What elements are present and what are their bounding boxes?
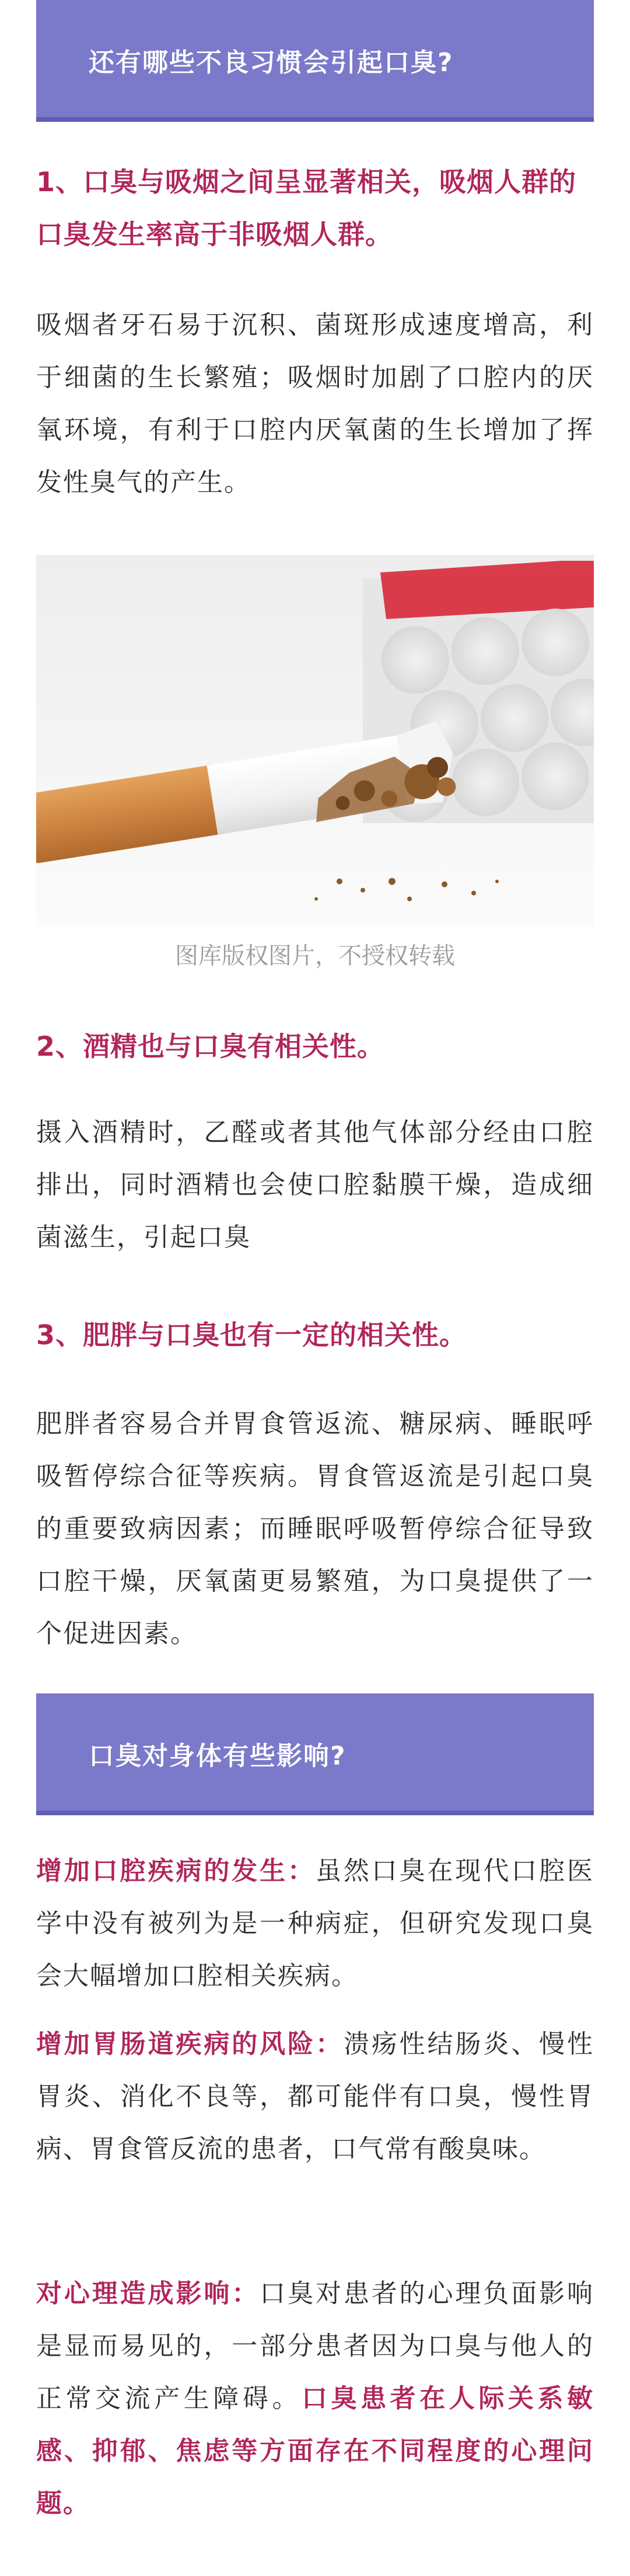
effect-lead: 增加口腔疾病的发生： [36,1856,316,1886]
item-body-alcohol: 摄入酒精时，乙醛或者其他气体部分经由口腔排出，同时酒精也会使口腔黏膜干燥，造成细菌滋生，引起口臭 [36,1117,594,1252]
effect-oral-disease [36,1845,594,2002]
effect-highlight: 口臭患者在人际关系敏感、抑郁、焦虑等方面存在不同程度的心理问题。 [36,2384,594,2518]
item-heading-alcohol: 2、酒精也与口臭有相关性。 [36,1031,385,1062]
item-heading-obesity: 3、肥胖与口臭也有一定的相关性。 [36,1319,467,1351]
effect-text: 口臭对患者的心理负面影响是显而易见的，一部分患者因为口臭与他人的正常交流产生障碍。 [36,2279,594,2413]
item-body-obesity: 肥胖者容易合并胃食管返流、糖尿病、睡眠呼吸暂停综合征等疾病。胃食管返流是引起口臭的重要致病因素；而睡眠呼吸暂停综合征导致口腔干燥，厌氧菌更易繁殖，为口臭提供了一个促进因素。 [36,1409,594,1649]
effect-lead: 对心理造成影响： [36,2279,260,2308]
cigarette-photo [36,555,594,927]
image-caption: 图库版权图片，不授权转载 [175,943,455,969]
effect-lead: 增加胃肠道疾病的风险： [36,2029,344,2059]
effect-text: 溃疡性结肠炎、慢性胃炎、消化不良等，都可能伴有口臭，慢性胃病、胃食管反流的患者，口气常有酸臭味。 [36,2029,594,2164]
effect-gastro-risk [36,2018,594,2176]
item-body-smoking: 吸烟者牙石易于沉积、菌斑形成速度增高，利于细菌的生长繁殖；吸烟时加剧了口腔内的厌氧环境，有利于口腔内厌氧菌的生长增加了挥发性臭气的产生。 [36,310,594,497]
effect-psychological [36,2268,594,2530]
section-banner-habits [36,0,594,120]
item-heading-smoking: 1、口臭与吸烟之间呈显著相关，吸烟人群的口臭发生率高于非吸烟人群。 [36,166,577,250]
section-title: 还有哪些不良习惯会引起口臭? [89,48,454,78]
cigarette-illustration [36,555,594,927]
section-banner-effects [36,1693,594,1814]
effect-text: 虽然口臭在现代口腔医学中没有被列为是一种病症，但研究发现口臭会大幅增加口腔相关疾病。 [36,1856,594,1991]
section-title: 口臭对身体有些影响? [89,1741,346,1771]
